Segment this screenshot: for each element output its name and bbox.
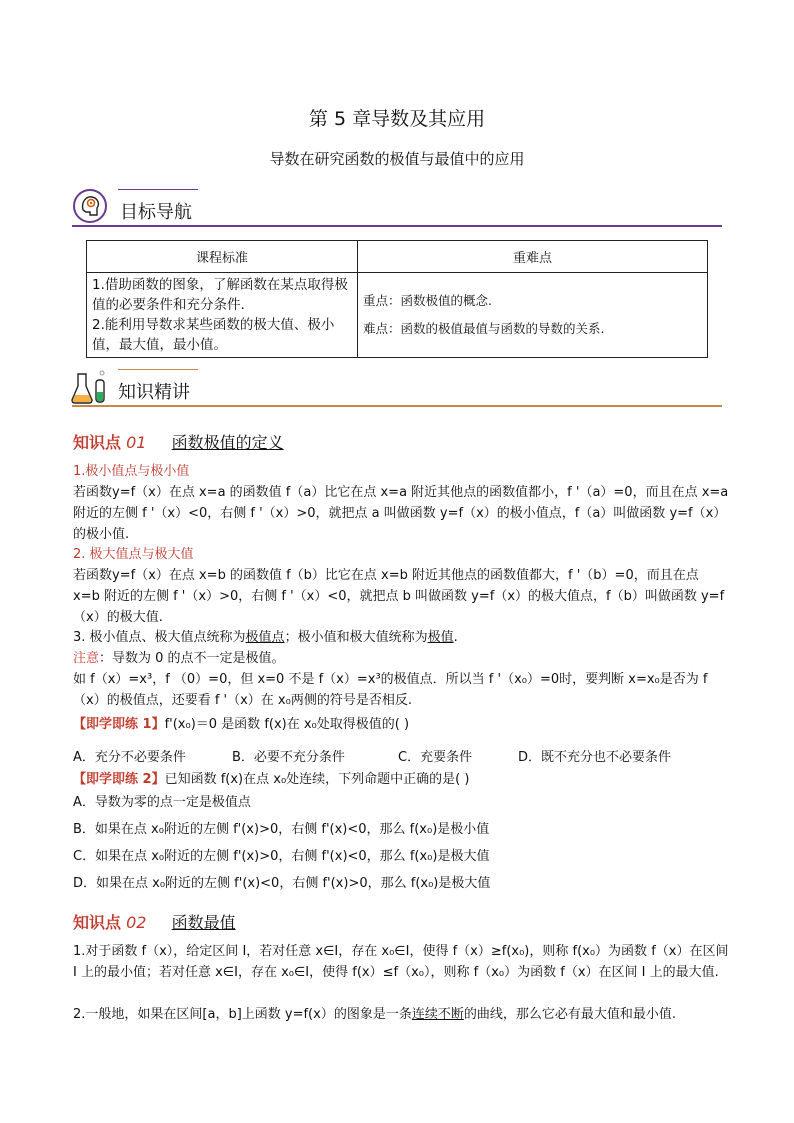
kp2-label: 知识点 — [73, 913, 122, 932]
kp2-heading — [73, 910, 236, 933]
exercise1-label: 【即学即练 1】 — [73, 717, 165, 732]
kp1-sub1-text: 若函数y=f（x）在点 x=a 的函数值 f（a）比它在点 x=a 附近其他点的函数值都小，f '（a）=0，而且在点 x=a 附近的左侧 f '（x）<0，右侧 f '（x）>0，就把点 a 叫做函数 y=f（x）的极小值点，f（a）叫做函数 y=f（x）的极小值. — [73, 485, 729, 542]
knowledge-section-divider — [72, 405, 722, 407]
kp2-term-unbroken: 不断 — [437, 1007, 464, 1022]
kp2-paragraph1: 1.对于函数 f（x），给定区间 I，若对任意 x∈I，存在 x₀∈I，使得 f（x）≥f(x₀)，则称 f(x₀）为函数 f（x）在区间 I 上的最小值；若对任意 x∈I，存在 x₀∈I，使得 f(x）≤f（x₀），则称 f（x₀）为函数 f（x）在区间 I 上的最大值. — [73, 944, 729, 980]
kp1-note — [73, 648, 285, 669]
kp1-term-extreme-value: 极值 — [427, 630, 454, 645]
kp1-example: 如 f（x）=x³，f （0）=0，但 x=0 不是 f（x）=x³的极值点．所以当 f '（x₀）=0时，要判断 x=x₀是否为 f（x）的极值点，还要看 f '（x）在 x₀两侧的符号是否相反. — [73, 672, 708, 708]
kp1-label: 知识点 — [73, 433, 122, 452]
kp2-paragraph2 — [73, 1004, 729, 1025]
goal-table-header-keypoints: 重难点 — [358, 241, 708, 273]
kp1-name: 函数极值的定义 — [171, 433, 284, 452]
chapter-title: 第 5 章导数及其应用 — [308, 108, 486, 130]
kp1-number: 01 — [126, 433, 147, 452]
kp1-note-label: 注意 — [73, 651, 100, 666]
kp1-sub2-title: 2. 极大值点与极大值 — [73, 547, 194, 562]
kp2-term-continuous: 连续 — [411, 1007, 438, 1022]
kp1-sub3-mid: ；极小值和极大值统称为 — [284, 630, 428, 645]
exercise2-label: 【即学即练 2】 — [73, 772, 165, 787]
exercise2-option-b: B．如果在点 x₀附近的左侧 f'(x)>0，右侧 f'(x)<0，那么 f(x₀)是极小值 — [73, 822, 490, 837]
goal-table-header-standard: 课程标准 — [87, 241, 358, 273]
exercise2-stem: 已知函数 f(x)在点 x₀处连续，下列命题中正确的是( ) — [164, 772, 470, 787]
kp2-number: 02 — [126, 913, 147, 932]
goal-section-divider — [72, 225, 722, 227]
goal-title-overline — [118, 189, 198, 190]
exercise1-option-d: D．既不充分也不必要条件 — [518, 750, 672, 765]
kp2-p2-end: 的曲线，那么它必有最大值和最小值. — [463, 1007, 676, 1022]
exercise2-option-a: A．导数为零的点一定是极值点 — [73, 795, 251, 810]
goal-table-standard-text: 1.借助函数的图象，了解函数在某点取得极值的必要条件和充分条件. 2.能利用导数求某些函数的极大值、极小值，最大值，最小值。 — [87, 273, 358, 358]
goal-section-title: 目标导航 — [120, 202, 192, 223]
flask-icon — [70, 368, 110, 406]
goal-table-difficult-point: 难点：函数的极值最值与函数的导数的关系. — [363, 321, 605, 336]
exercise1-option-c: C．充要条件 — [398, 750, 473, 765]
exercise1-option-b: B．必要不充分条件 — [232, 750, 345, 765]
knowledge-title-overline — [118, 369, 198, 370]
exercise2-option-d: D．如果在点 x₀附近的左侧 f'(x)<0，右侧 f'(x)>0，那么 f(x₀)是极大值 — [73, 876, 491, 891]
kp1-sub3 — [73, 627, 458, 648]
kp2-p2-pre: 2.一般地，如果在区间[a，b]上函数 y=f(x）的图象是一条 — [73, 1007, 412, 1022]
exercise1-question — [73, 714, 409, 735]
target-nav-icon — [72, 188, 108, 224]
knowledge-section-title: 知识精讲 — [118, 382, 190, 403]
kp1-sub2-text: 若函数y=f（x）在点 x=b 的函数值 f（b）比它在点 x=b 附近其他点的函数值都大，f '（b）=0，而且在点 x=b 附近的左侧 f '（x）>0，右侧 f '（x）<0，就把点 b 叫做函数 y=f（x）的极大值点，f（b）叫做函数 y=f（x）的极大值. — [73, 568, 725, 625]
kp1-sub3-end: . — [453, 630, 458, 645]
exercise2-question — [73, 769, 469, 790]
kp1-term-extreme-point: 极值点 — [245, 630, 285, 645]
exercise1-stem: f'(x₀)＝0 是函数 f(x)在 x₀处取得极值的( ) — [164, 717, 410, 732]
lesson-subtitle: 导数在研究函数的极值与最值中的应用 — [269, 150, 525, 168]
goal-table-key-point: 重点：函数极值的概念. — [363, 293, 492, 308]
exercise2-option-c: C．如果在点 x₀附近的左侧 f'(x)>0，右侧 f'(x)<0，那么 f(x₀)是极大值 — [73, 849, 490, 864]
goal-table-keypoints-cell — [358, 273, 708, 358]
kp1-heading — [73, 430, 284, 453]
kp1-sub1-title: 1.极小值点与极小值 — [73, 464, 190, 479]
goal-table — [86, 240, 708, 358]
kp1-sub3-pre: 3. 极小值点、极大值点统称为 — [73, 630, 246, 645]
kp2-name: 函数最值 — [171, 913, 236, 932]
kp1-note-text: ：导数为 0 的点不一定是极值。 — [99, 651, 285, 666]
exercise1-option-a: A．充分不必要条件 — [73, 750, 186, 765]
